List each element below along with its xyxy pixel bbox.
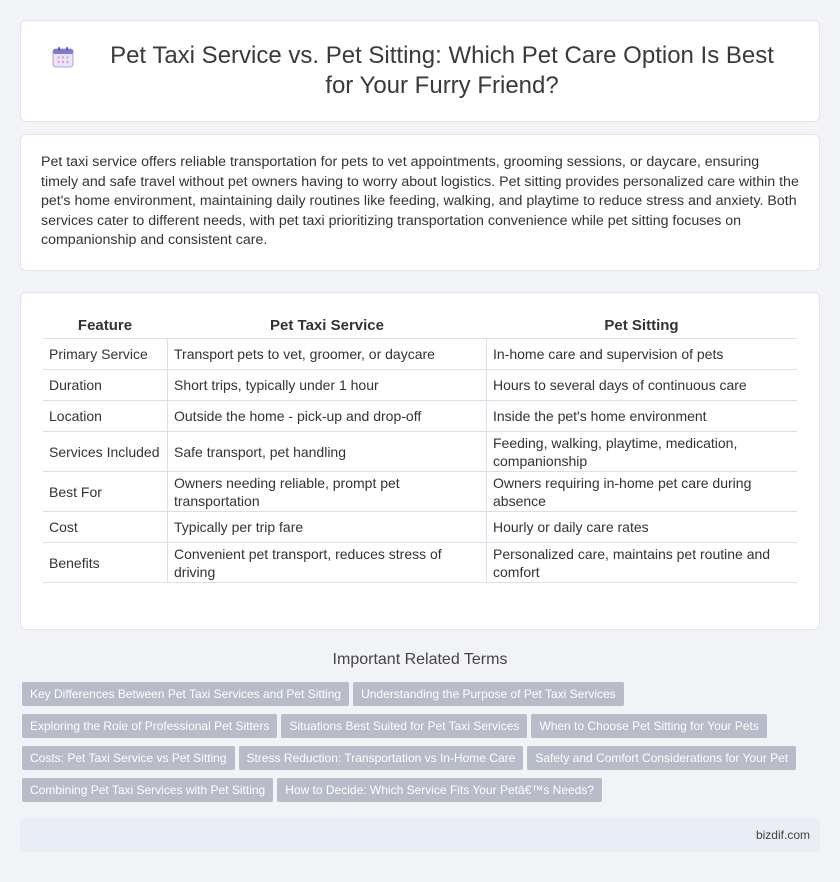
table-cell-feature: Duration [43,370,168,401]
header-card [20,20,820,122]
table-cell-pet-taxi: Transport pets to vet, groomer, or daycare [168,339,487,370]
table-cell-pet-taxi: Safe transport, pet handling [168,432,487,472]
table-cell-pet-sitting: Hourly or daily care rates [487,512,797,543]
related-term-link[interactable]: Combining Pet Taxi Services with Pet Sitting [22,778,273,802]
table-row [43,472,797,512]
table-cell-pet-taxi: Convenient pet transport, reduces stress of driving [168,543,487,583]
table-cell-feature: Benefits [43,543,168,583]
table-row [43,432,797,472]
related-term-link[interactable]: Key Differences Between Pet Taxi Services and Pet Sitting [22,682,349,706]
related-term-link[interactable]: Situations Best Suited for Pet Taxi Services [281,714,527,738]
table-cell-pet-sitting: Owners requiring in-home pet care during absence [487,472,797,512]
table-row [43,401,797,432]
related-term-link[interactable]: Stress Reduction: Transportation vs In-Home Care [239,746,524,770]
table-cell-pet-sitting: Hours to several days of continuous care [487,370,797,401]
table-cell-pet-taxi: Typically per trip fare [168,512,487,543]
table-header-row [43,311,797,339]
column-header-pet-taxi: Pet Taxi Service [168,311,487,339]
title-wrap [21,41,819,101]
related-terms-list [22,682,822,810]
table-cell-feature: Services Included [43,432,168,472]
table-cell-feature: Location [43,401,168,432]
table-cell-pet-taxi: Outside the home - pick-up and drop-off [168,401,487,432]
table-cell-feature: Best For [43,472,168,512]
table-cell-pet-sitting: In-home care and supervision of pets [487,339,797,370]
table-cell-pet-taxi: Owners needing reliable, prompt pet transportation [168,472,487,512]
related-term-link[interactable]: How to Decide: Which Service Fits Your Petâ€™s Needs? [277,778,602,802]
footer-brand[interactable]: bizdif.com [755,828,810,842]
table-row [43,512,797,543]
calendar-icon [51,45,75,69]
table-cell-feature: Primary Service [43,339,168,370]
table-cell-feature: Cost [43,512,168,543]
table-cell-pet-sitting: Inside the pet's home environment [487,401,797,432]
page-title: Pet Taxi Service vs. Pet Sitting: Which Pet Care Option Is Best for Your Furry Friend? [110,42,774,99]
comparison-table-card [20,292,820,630]
related-term-link[interactable]: Understanding the Purpose of Pet Taxi Services [353,682,624,706]
related-term-link[interactable]: When to Choose Pet Sitting for Your Pets [531,714,766,738]
related-term-link[interactable]: Costs: Pet Taxi Service vs Pet Sitting [22,746,235,770]
comparison-table [43,311,797,583]
table-row [43,339,797,370]
table-row [43,543,797,583]
related-term-link[interactable]: Safety and Comfort Considerations for Your Pet [527,746,796,770]
related-terms-heading: Important Related Terms [332,651,508,668]
table-cell-pet-taxi: Short trips, typically under 1 hour [168,370,487,401]
intro-card [20,134,820,271]
column-header-pet-sitting: Pet Sitting [487,311,797,339]
related-term-link[interactable]: Exploring the Role of Professional Pet Sitters [22,714,277,738]
table-row [43,370,797,401]
table-cell-pet-sitting: Feeding, walking, playtime, medication, companionship [487,432,797,472]
intro-paragraph: Pet taxi service offers reliable transportation for pets to vet appointments, grooming sessions, or daycare, ensuring timely and safe travel without pet owners having to worry about logistics. Pet sitting provides personalized care within the pet's home environment, maintaining daily routines like feeding, walking, and playtime to reduce stress and anxiety. Both services cater to different needs, with pet taxi prioritizing transportation convenience while pet sitting focuses on companionship and consistent care. [41,154,799,249]
footer [20,818,820,852]
column-header-feature: Feature [43,311,168,339]
table-cell-pet-sitting: Personalized care, maintains pet routine and comfort [487,543,797,583]
